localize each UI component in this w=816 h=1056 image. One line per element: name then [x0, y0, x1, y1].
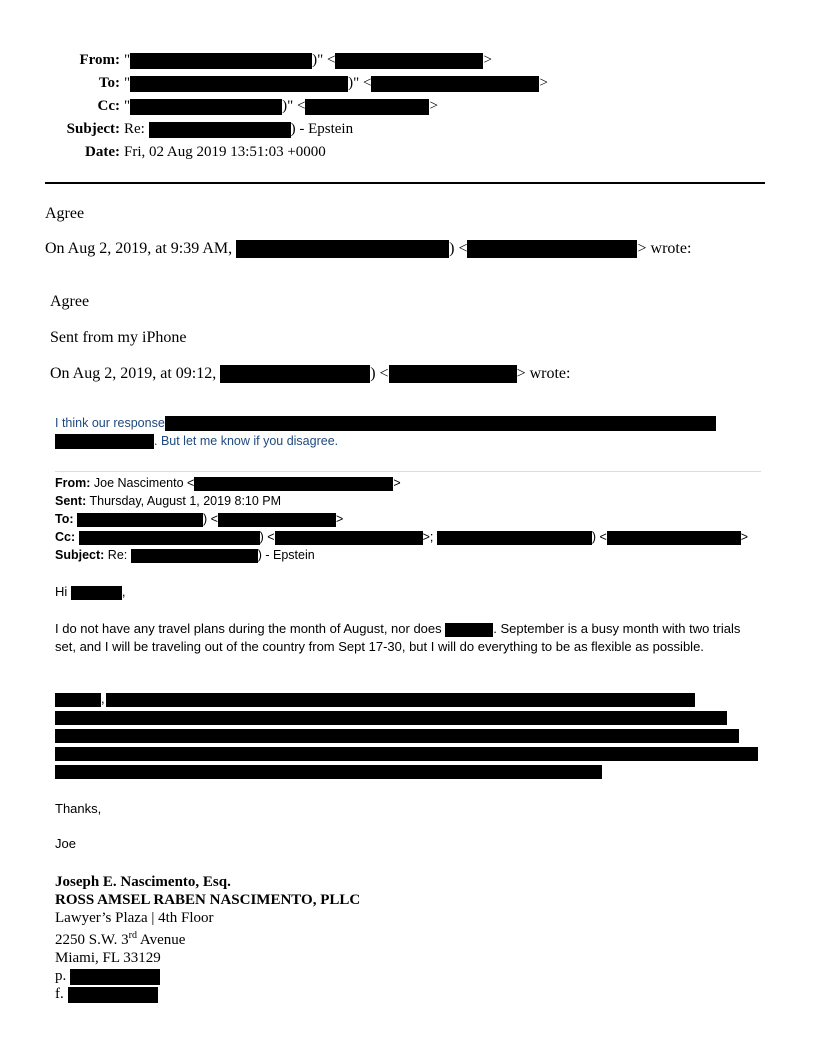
reply3-line1: I think our response — [55, 416, 716, 431]
greeting: Hi , — [55, 584, 126, 599]
redaction-comma: , — [101, 691, 105, 706]
redaction — [194, 477, 393, 491]
to-value: " )" < > — [124, 75, 548, 91]
redaction — [79, 531, 260, 545]
redaction — [55, 693, 101, 707]
redaction — [389, 365, 517, 383]
redaction — [106, 693, 695, 707]
redaction — [305, 99, 429, 115]
signature-fax: f. — [55, 985, 360, 1003]
redaction — [467, 240, 637, 258]
redaction — [55, 765, 602, 779]
sent-from-line: Sent from my iPhone — [50, 329, 187, 346]
redaction — [236, 240, 449, 258]
redaction — [371, 76, 539, 92]
fwd-from-row: From: Joe Nascimento < > — [55, 476, 401, 490]
to-label: To: — [98, 75, 120, 91]
signature-name: Joseph E. Nascimento, Esq. — [55, 874, 231, 890]
email-header — [0, 52, 816, 167]
signature-block — [55, 873, 360, 1003]
subject-label: Subject: — [66, 121, 120, 137]
redaction — [55, 711, 727, 725]
redaction — [218, 513, 336, 527]
cc-value: " )" < > — [124, 98, 438, 114]
redaction — [68, 987, 158, 1003]
redaction — [77, 513, 203, 527]
redaction — [607, 531, 741, 545]
signature-firm: ROSS AMSEL RABEN NASCIMENTO, PLLC — [55, 892, 361, 908]
redaction — [335, 53, 483, 69]
fwd-sent-row: Sent: Thursday, August 1, 2019 8:10 PM — [55, 494, 282, 508]
redaction — [55, 729, 739, 743]
reply3-line2: . But let me know if you disagree. — [55, 434, 338, 449]
redaction — [55, 434, 154, 449]
header-divider — [45, 182, 765, 184]
fwd-subject-row: Subject: Re: ) - Epstein — [55, 548, 315, 562]
cc-label: Cc: — [97, 98, 120, 114]
signature-address2: 2250 S.W. 3rd Avenue — [55, 930, 186, 948]
signature-address1: Lawyer’s Plaza | 4th Floor — [55, 910, 214, 926]
redaction — [130, 53, 312, 69]
redaction — [70, 969, 160, 985]
redaction — [149, 122, 291, 138]
reply1-quote-line: On Aug 2, 2019, at 9:39 AM, ) < > wrote: — [45, 240, 692, 257]
redaction — [437, 531, 592, 545]
redaction — [130, 99, 282, 115]
subject-value: Re: ) - Epstein — [124, 121, 354, 137]
redaction — [55, 747, 758, 761]
redaction — [445, 623, 493, 637]
reply1-text: Agree — [45, 205, 85, 222]
letter-paragraph: I do not have any travel plans during the month of August, nor does . September is a busy month with two trials set, and I will be traveling out of the country from Sept 17-30, but I will do everything to be as flexible as possible. — [55, 621, 741, 654]
redaction — [165, 416, 716, 431]
redaction — [130, 76, 348, 92]
signature-phone: p. — [55, 967, 360, 985]
fwd-to-row: To: ) < > — [55, 512, 344, 526]
fwd-cc-row: Cc: ) < >; ) < > — [55, 530, 749, 544]
from-value: " )" < > — [124, 52, 492, 68]
reply2-quote-line: On Aug 2, 2019, at 09:12, ) < > wrote: — [50, 365, 571, 382]
thanks-line: Thanks, — [55, 801, 102, 816]
date-value: Fri, 02 Aug 2019 13:51:03 +0000 — [124, 144, 326, 160]
signature-address3: Miami, FL 33129 — [55, 950, 161, 966]
redaction — [275, 531, 423, 545]
quoted-divider — [55, 471, 761, 472]
from-label: From: — [79, 52, 120, 68]
forwarded-header — [55, 476, 775, 566]
redaction — [220, 365, 370, 383]
sign-off-name: Joe — [55, 836, 76, 851]
redaction — [131, 549, 258, 563]
redaction — [71, 586, 122, 600]
date-label: Date: — [85, 144, 120, 160]
reply2-text: Agree — [50, 293, 90, 310]
